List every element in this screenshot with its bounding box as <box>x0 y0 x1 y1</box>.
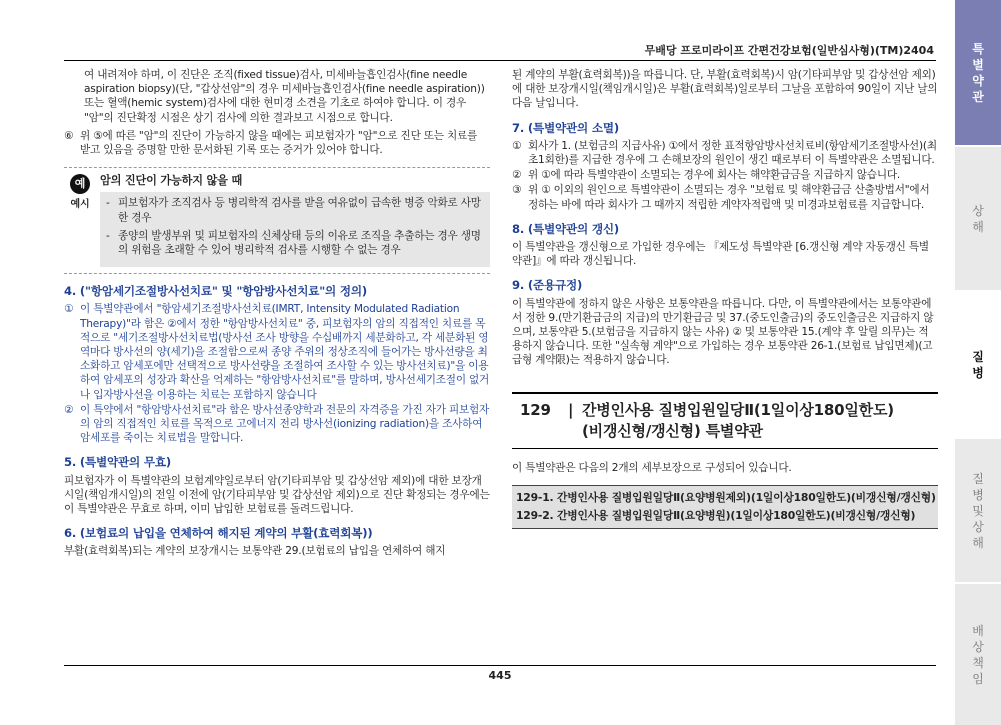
section-title-lines <box>582 400 894 442</box>
title-line-1: 간병인사용 질병입원일당Ⅱ(1일이상180일한도) <box>582 400 894 419</box>
item-marker: ③ <box>512 184 522 197</box>
section-6-title: 6. (보험료의 납입을 연체하여 해지된 계약의 부활(효력회복)) <box>64 526 373 541</box>
item-marker: ② <box>64 403 74 416</box>
side-tab-char: 약 <box>972 73 984 88</box>
item-marker: ① <box>64 303 74 316</box>
example-content <box>100 192 490 267</box>
side-tab-char: 해 <box>972 219 984 234</box>
example-item-text: 종양의 발생부위 및 피보험자의 신체상태 등의 이유로 조직을 추출하는 경우 생명의 위험을 초래할 수 있어 병리학적 검사를 시행할 수 없는 경우 <box>118 229 481 257</box>
section-129-heading <box>512 392 938 449</box>
sub-coverage-item: 129-2. 간병인사용 질병입원일당Ⅱ(요양병원)(1일이상180일한도)(비갱신형/갱신형) <box>516 508 916 522</box>
continued-paragraph: 된 계약의 부활(효력회복))을 따릅니다. 단, 부활(효력회복)시 암(기타피부암 및 갑상선암 제외)에 대한 보장개시일(책임개시일)은 부활(효력회복)일로부터 그날을 포함하여 90일이 지난 날의 다음 날입니다. <box>512 69 938 110</box>
side-tab-char: 관 <box>972 89 984 104</box>
list-item <box>512 139 938 167</box>
example-item-text: 피보험자가 조직검사 등 병리학적 검사를 받을 여유없이 급속한 병증 악화로 사망한 경우 <box>118 197 481 224</box>
side-tab-label <box>972 41 984 105</box>
example-item <box>106 196 484 224</box>
side-tab-char: 병 <box>972 487 984 502</box>
book-icon: 예 <box>70 174 90 194</box>
item-text: 위 ①에 따라 특별약관이 소멸되는 경우에 회사는 해약환급금을 지급하지 않습니다. <box>528 169 901 182</box>
side-tab-label <box>972 349 984 381</box>
left-column <box>64 68 490 563</box>
item-text: 이 특약에서 "항암방사선치료"라 함은 방사선종양학과 전문의 자격증을 가진 자가 피보험자의 암의 직접적인 치료를 목적으로 고에너지 전리 방사선(ionizing radiation)을 조사하여 암세포를 죽이는 치료법을 말합니다. <box>80 403 490 445</box>
section-5-title: 5. (특별약관의 무효) <box>64 455 171 470</box>
right-column <box>512 68 938 529</box>
side-tab-char: 상 <box>972 639 984 654</box>
section-number: 129 <box>520 400 551 419</box>
example-item <box>106 229 484 257</box>
footer-divider <box>64 665 936 666</box>
side-tab-char: 상 <box>972 519 984 534</box>
example-box <box>64 167 490 274</box>
example-label: 예시 <box>70 199 90 211</box>
side-tab-char: 특 <box>972 41 984 56</box>
side-tab-char: 책 <box>972 655 984 670</box>
side-tab-char: 해 <box>972 535 984 550</box>
sub-coverage-box <box>512 485 938 529</box>
section-129-intro: 이 특별약관은 다음의 2개의 세부보장으로 구성되어 있습니다. <box>512 461 792 474</box>
side-tab-char: 상 <box>972 203 984 218</box>
dash-marker: - <box>106 229 110 242</box>
item-marker: ① <box>512 139 522 152</box>
side-tab-liability[interactable] <box>955 584 1001 725</box>
section-separator: | <box>568 400 574 419</box>
intro-paragraph: 여 내려져야 하며, 이 진단은 조직(fixed tissue)검사, 미세바늘흡인검사(fine needle aspiration biopsy)(단, "갑상선암"의 경우 미세바늘흡인검사(fine needle aspiration)) 또는 혈액(hemic system)검사에 대한 현미경 소견을 기초로 하여야 합니다. 이 경우 "암"의 진단확정 시점은 상기 검사에 의한 결과보고 시점으로 합니다. <box>84 69 485 124</box>
list-item-6 <box>64 129 490 157</box>
item-text: 회사가 1. (보험금의 지급사유) ①에서 정한 표적항암방사선치료비(항암세기조절방사선)(최초1회한)를 지급한 경우에 그 손해보장의 원인이 생긴 때로부터 이 특별약관은 소멸됩니다. <box>528 139 937 167</box>
section-5-text: 피보험자가 이 특별약관의 보험계약일로부터 암(기타피부암 및 갑상선암 제외)에 대한 보장개시일(책임개시일)의 전일 이전에 암(기타피부암 및 갑상선암 제외)으로 진단 확정되는 경우에는 이 특별약관은 무효로 하며, 이미 납입한 보험료를 돌려드립니다. <box>64 474 490 516</box>
side-tab-char: 병 <box>972 365 984 380</box>
side-tab-disease[interactable] <box>955 292 1001 437</box>
section-8-title: 8. (특별약관의 갱신) <box>512 221 619 236</box>
side-tab-char: 임 <box>972 671 984 686</box>
example-title: 암의 진단이 가능하지 않을 때 <box>100 174 243 188</box>
list-item <box>64 403 490 446</box>
list-item <box>64 302 490 401</box>
side-tab-char: 별 <box>972 57 984 72</box>
side-tab-label <box>972 471 984 551</box>
section-4-title: 4. ("항암세기조절방사선치료" 및 "항암방사선치료"의 정의) <box>64 284 367 299</box>
side-tab-special-terms[interactable] <box>955 0 1001 145</box>
item-text: 위 ① 이외의 원인으로 특별약관이 소멸되는 경우 "보험료 및 해약환급금 산출방법서"에서 정하는 바에 따라 회사가 그 때까지 적립한 계약자적립액 및 미경과보험료를 지급합니다. <box>528 184 930 211</box>
side-tab-char: 질 <box>972 471 984 486</box>
side-tab-label <box>972 203 984 235</box>
list-item <box>512 168 938 182</box>
side-tab-label <box>972 623 984 687</box>
side-tab-char: 배 <box>972 623 984 638</box>
header-title: 무배당 프로미라이프 간편건강보험(일반심사형)(TM)2404 <box>644 44 934 57</box>
item-marker: ② <box>512 169 522 182</box>
list-item <box>512 183 938 211</box>
side-tab-injury[interactable] <box>955 147 1001 290</box>
sub-coverage-item: 129-1. 간병인사용 질병입원일당Ⅱ(요양병원제외)(1일이상180일한도)(비갱신형/갱신형) <box>516 490 936 504</box>
section-9-title: 9. (준용규정) <box>512 278 583 293</box>
dash-marker: - <box>106 197 110 210</box>
section-6-text: 부활(효력회복)되는 계약의 보장개시는 보통약관 29.(보험료의 납입을 연체하여 해지 <box>64 545 446 558</box>
side-tab-char: 및 <box>972 503 984 518</box>
item-marker: ⑥ <box>64 129 74 142</box>
title-line-2: (비갱신형/갱신형) 특별약관 <box>582 421 763 440</box>
section-8-text: 이 특별약관을 갱신형으로 가입한 경우에는 『제도성 특별약관 [6.갱신형 계약 자동갱신 특별약관]』에 따라 갱신됩니다. <box>512 241 929 268</box>
item-text: 위 ⑤에 따른 "암"의 진단이 가능하지 않을 때에는 피보험자가 "암"으로 진단 또는 치료를 받고 있음을 증명할 만한 문서화된 기록 또는 증거가 있어야 합니다. <box>80 129 478 157</box>
example-icon-wrap <box>64 174 96 212</box>
side-tab-disease-and-injury[interactable] <box>955 439 1001 582</box>
page-number: 445 <box>488 669 512 682</box>
section-9-text: 이 특별약관에 정하지 않은 사항은 보통약관을 따릅니다. 다만, 이 특별약관에서는 보통약관에서 정한 9.(만기환급금의 지급)의 만기환급금 및 37.(중도인출금)의 중도인출금은 지급하지 않으며, 보통약관 5.(보험금을 지급하지 않는 사유) ② 및 보통약관 15.(계약 후 알릴 의무)는 적용하지 않습니다. 또한 "실속형 계약"으로 가입하는 경우 보통약관 26-1.(보험료 납입면제)(고급형 계약限)는 적용하지 않습니다. <box>512 297 934 367</box>
section-129-title <box>520 400 938 442</box>
section-7-title: 7. (특별약관의 소멸) <box>512 120 619 135</box>
item-text: 이 특별약관에서 "항암세기조절방사선치료(IMRT, Intensity Modulated Radiation Therapy)"라 함은 ②에서 정한 "항암방사선치료" 중, 피보험자의 암의 직접적인 치료를 목적으로 "세기조절방사선치료법(방사선 조사 방향을 수십배까지 세분화하고, 각 세분화된 영역마다 방사선의 양(세기)을 조절함으로써 종양 주위의 정상조직에 들어가는 방사선량을 최소화하고 암세포에만 선택적으로 방사선량을 조절하여 조사할 수 있는 방사선치료)"을 이용하여 암세포의 성장과 확산을 억제하는 "항암방사선치료"를 말하며, 방사선세기조절이 없거나 입자방사선을 이용하는 치료는 포함하지 않습니다 <box>80 303 490 401</box>
side-tab-char: 질 <box>972 349 984 364</box>
page-header <box>64 40 936 61</box>
